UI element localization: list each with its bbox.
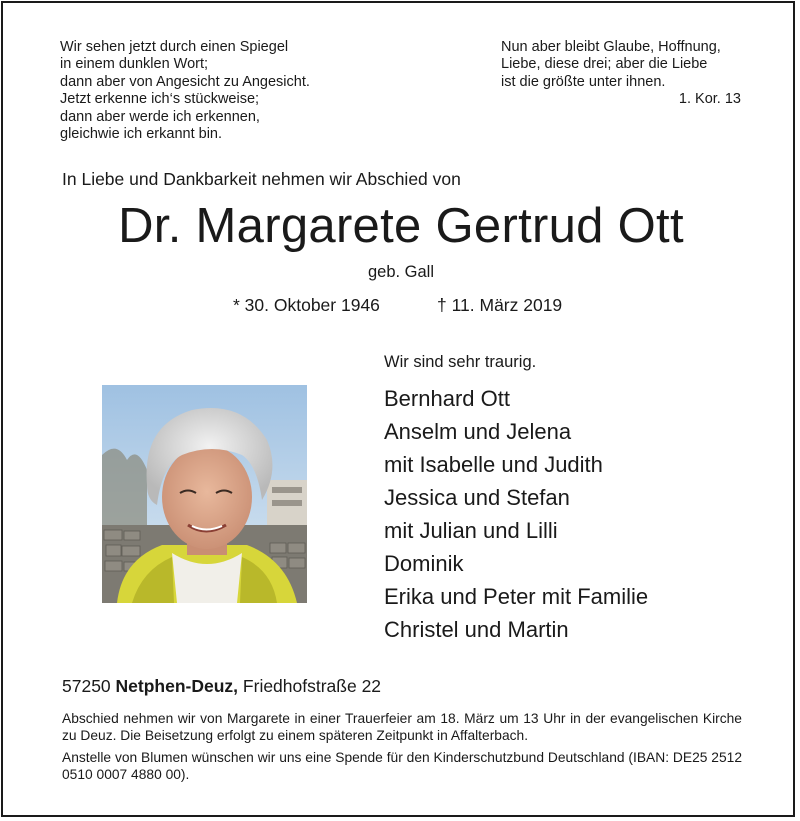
city: Netphen-Deuz, — [115, 676, 239, 696]
farewell-intro: In Liebe und Dankbarkeit nehmen wir Abschied von — [62, 169, 461, 189]
mourner-name: Bernhard Ott — [384, 386, 510, 411]
verse-line: gleichwie ich erkannt bin. — [60, 126, 223, 143]
mourner-name: mit Isabelle und Judith — [384, 452, 603, 477]
verse-reference: 1. Kor. 13 — [678, 91, 741, 108]
service-note: Abschied nehmen wir von Margarete in einer Trauerfeier am 18. März um 13 Uhr in der evangelischen Kirche zu Deuz. Die Beisetzung erfolgt zu einem späteren Zeitpunkt in Affalterbach. — [62, 711, 742, 743]
deceased-name: Dr. Margarete Gertrud Ott — [118, 199, 684, 253]
mourner-name: mit Julian und Lilli — [384, 518, 558, 543]
mourners-list — [384, 351, 648, 646]
obituary-card — [1, 1, 795, 817]
bible-verse-right — [501, 39, 741, 109]
verse-line: ist die größte unter ihnen. — [501, 73, 666, 90]
mourner-name: Jessica und Stefan — [384, 485, 570, 510]
bible-verse-left — [60, 39, 310, 143]
birth-date: * 30. Oktober 1946 — [233, 295, 380, 315]
mourners-intro: Wir sind sehr traurig. — [384, 353, 537, 371]
postal-code: 57250 — [62, 676, 111, 696]
mourner-name: Erika und Peter mit Familie — [384, 584, 649, 609]
death-date: † 11. März 2019 — [437, 295, 563, 315]
maiden-name: geb. Gall — [367, 263, 435, 281]
portrait-photo — [102, 385, 307, 603]
verse-line: in einem dunklen Wort; — [60, 56, 209, 73]
mourner-name: Dominik — [384, 551, 464, 576]
verse-line: dann aber von Angesicht zu Angesicht. — [60, 73, 310, 90]
verse-line: dann aber werde ich erkennen, — [60, 108, 260, 125]
donation-note: Anstelle von Blumen wünschen wir uns eine Spende für den Kinderschutzbund Deutschland (IBAN: DE25 2512 0510 0007 4880 00). — [62, 750, 742, 782]
family-address — [62, 676, 381, 697]
verse-line: Liebe, diese drei; aber die Liebe — [501, 56, 708, 73]
street: Friedhofstraße 22 — [242, 676, 382, 696]
verse-line: Wir sehen jetzt durch einen Spiegel — [60, 39, 289, 55]
funeral-notes — [62, 710, 742, 788]
mourner-name: Anselm und Jelena — [384, 419, 572, 444]
verse-line: Nun aber bleibt Glaube, Hoffnung, — [501, 39, 721, 55]
verse-line: Jetzt erkenne ich‘s stückweise; — [60, 91, 260, 108]
mourner-name: Christel und Martin — [384, 617, 569, 642]
